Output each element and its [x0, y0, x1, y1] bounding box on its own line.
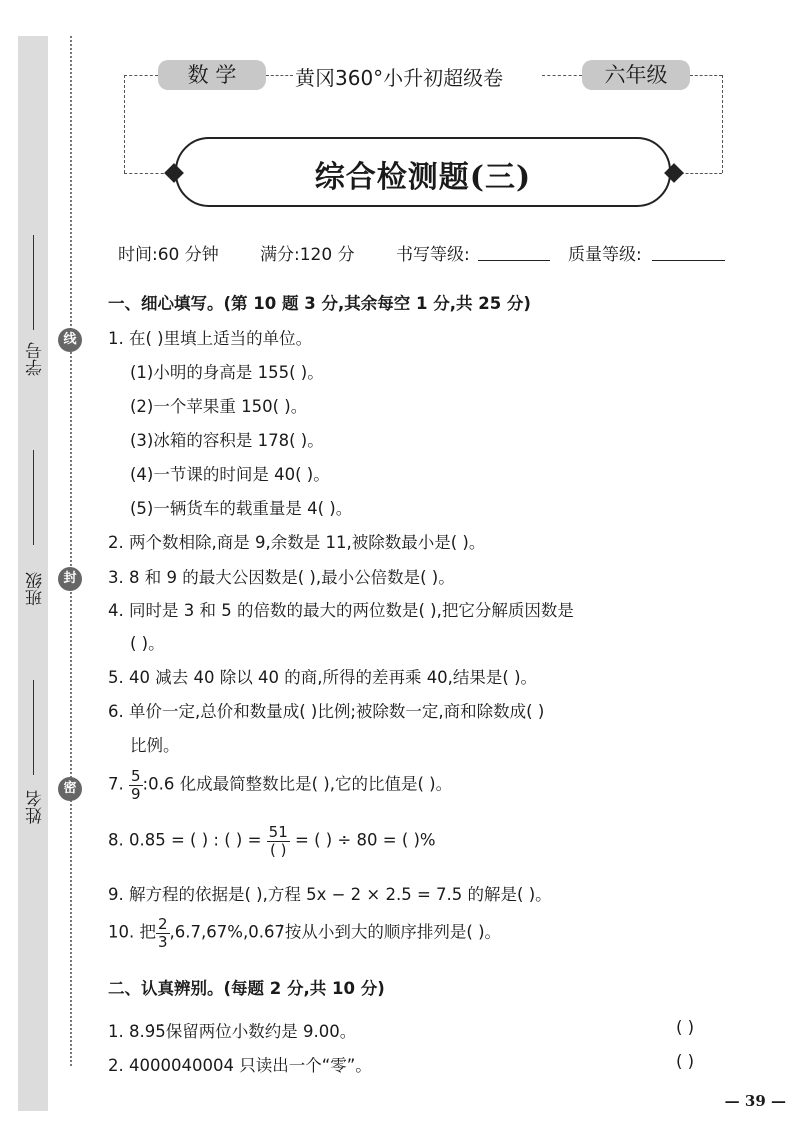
question-7-denominator: 9: [131, 784, 141, 803]
name-label: 姓名: [26, 790, 46, 824]
question-8-left: 8. 0.85 = ( ) : ( ) =: [108, 830, 262, 850]
question-1-5: (5)一辆货车的载重量是 4( )。: [130, 499, 353, 518]
question-7-text: :0.6 化成最简整数比是( ),它的比值是( )。: [142, 774, 453, 794]
question-10-numerator: 2: [158, 915, 168, 933]
question-5: 5. 40 减去 40 除以 40 的商,所得的差再乘 40,结果是( )。: [108, 668, 538, 687]
question-4-line1: 4. 同时是 3 和 5 的倍数的最大的两位数是( ),把它分解质因数是: [108, 601, 574, 620]
question-8: [108, 824, 436, 858]
question-7-fraction: [129, 768, 143, 802]
seal-secret-mark: 密: [58, 777, 82, 801]
question-10-fraction: [156, 916, 170, 950]
class-line: [33, 450, 34, 545]
seal-dotted-line: [70, 36, 72, 1066]
section2-heading: 二、认真辨别。(每题 2 分,共 10 分): [108, 979, 385, 998]
question-8-right: = ( ) ÷ 80 = ( )%: [295, 830, 436, 850]
writing-grade-blank[interactable]: [478, 260, 550, 261]
judge-question-2: 2. 4000040004 只读出一个“零”。: [108, 1056, 372, 1075]
student-id-line: [33, 235, 34, 330]
page-title: 综合检测题(三): [314, 160, 532, 195]
judge-question-1: 1. 8.9̇5̇保留两位小数约是 9.00。: [108, 1022, 357, 1041]
header-dash-right: [542, 75, 582, 76]
time-info: 时间:60 分钟: [118, 245, 219, 265]
writing-grade-label: 书写等级:: [396, 245, 470, 265]
student-id-label: 学号: [26, 342, 46, 376]
question-10-text: ,6.7,67%,0.6̇7̇按从小到大的顺序排列是( )。: [169, 922, 502, 942]
question-7-prefix: 7.: [108, 774, 124, 794]
header-dash-left: [266, 75, 293, 76]
judge-answer-2[interactable]: ( ): [676, 1052, 695, 1071]
quality-grade-label: 质量等级:: [568, 245, 642, 265]
question-10: [108, 916, 501, 950]
question-6-line1: 6. 单价一定,总价和数量成( )比例;被除数一定,商和除数成( ): [108, 702, 545, 721]
score-info: 满分:120 分: [260, 245, 355, 265]
question-9: 9. 解方程的依据是( ),方程 5x − 2 × 2.5 = 7.5 的解是( )。: [108, 885, 552, 904]
question-1-1: (1)小明的身高是 155( )。: [130, 363, 324, 382]
judge-answer-1[interactable]: ( ): [676, 1018, 695, 1037]
frame-dash-right: [722, 75, 723, 173]
question-2: 2. 两个数相除,商是 9,余数是 11,被除数最小是( )。: [108, 533, 486, 552]
question-10-denominator: 3: [158, 932, 168, 951]
question-1-3: (3)冰箱的容积是 178( )。: [130, 431, 324, 450]
seal-seal-mark: 封: [58, 567, 82, 591]
frame-dash-tl: [124, 75, 158, 76]
frame-dash-bl: [124, 173, 169, 174]
page-number: — 39 —: [724, 1092, 786, 1110]
seal-line-mark: 线: [58, 328, 82, 352]
question-1-4: (4)一节课的时间是 40( )。: [130, 465, 330, 484]
name-line: [33, 680, 34, 775]
series-title: 黄冈360°小升初超级卷: [295, 66, 504, 90]
quality-grade-blank[interactable]: [652, 260, 725, 261]
question-8-fraction: [267, 824, 290, 858]
question-1: 1. 在( )里填上适当的单位。: [108, 329, 313, 348]
question-3: 3. 8 和 9 的最大公因数是( ),最小公倍数是( )。: [108, 568, 455, 587]
section1-heading: 一、细心填写。(第 10 题 3 分,其余每空 1 分,共 25 分): [108, 294, 531, 313]
question-1-2: (2)一个苹果重 150( )。: [130, 397, 308, 416]
frame-dash-tr: [690, 75, 722, 76]
frame-dash-left: [124, 75, 125, 173]
question-8-numerator: 51: [268, 823, 288, 841]
question-10-prefix: 10. 把: [108, 922, 156, 942]
question-6-line2: 比例。: [130, 736, 180, 755]
grade-badge: 六年级: [582, 60, 690, 90]
question-8-denominator: ( ): [269, 840, 287, 859]
class-label: 班级: [26, 572, 46, 606]
subject-badge: 数 学: [158, 60, 266, 90]
question-7-numerator: 5: [131, 767, 141, 785]
question-7: [108, 768, 452, 802]
question-4-line2: ( )。: [130, 634, 165, 653]
